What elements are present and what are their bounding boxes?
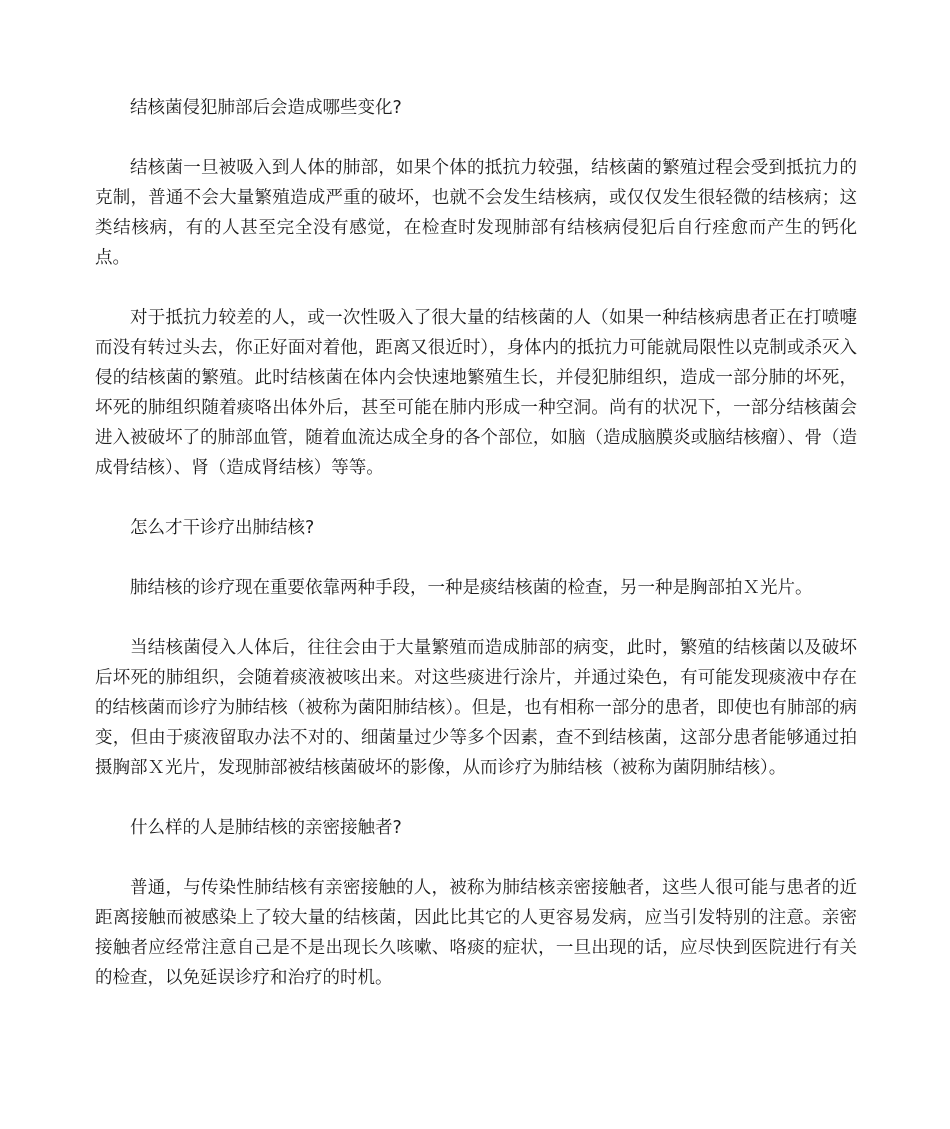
section-heading-diagnosis: 怎么才干诊疗出肺结核? bbox=[130, 518, 315, 538]
paragraph-diagnosis-methods: 肺结核的诊疗现在重要依靠两种手段，一种是痰结核菌的检查，另一种是胸部拍Ｘ光片。 bbox=[130, 578, 813, 598]
document-page bbox=[95, 93, 857, 1023]
paragraph-strong-resistance: 结核菌一旦被吸入到人体的肺部，如果个体的抵抗力较强，结核菌的繁殖过程会受到抵抗力的克制，普通不会大量繁殖造成严重的破坏，也就不会发生结核病，或仅仅发生很轻微的结核病；这类结核病，有的人甚至完全没有感觉，在检查时发现肺部有结核病侵犯后自行痊愈而产生的钙化点。 bbox=[95, 158, 857, 268]
paragraph-weak-resistance: 对于抵抗力较差的人，或一次性吸入了很大量的结核菌的人（如果一种结核病患者正在打喷嚏而没有转过头去，你正好面对着他，距离又很近时），身体内的抵抗力可能就局限性以克制或杀灭入侵的结核菌的繁殖。此时结核菌在体内会快速地繁殖生长，并侵犯肺组织，造成一部分肺的坏死，坏死的肺组织随着痰咯出体外后，甚至可能在肺内形成一种空洞。尚有的状况下，一部分结核菌会进入被破坏了的肺部血管，随着血流达成全身的各个部位，如脑（造成脑膜炎或脑结核瘤）、骨（造成骨结核）、肾（造成肾结核）等等。 bbox=[95, 308, 857, 478]
section-heading-close-contacts: 什么样的人是肺结核的亲密接触者? bbox=[130, 818, 402, 838]
paragraph-close-contacts: 普通，与传染性肺结核有亲密接触的人，被称为肺结核亲密接触者，这些人很可能与患者的近距离接触而被感染上了较大量的结核菌，因此比其它的人更容易发病，应当引发特别的注意。亲密接触者应经常注意自己是不是出现长久咳嗽、咯痰的症状，一旦出现的话，应尽快到医院进行有关的检查，以免延误诊疗和治疗的时机。 bbox=[95, 878, 857, 988]
paragraph-diagnosis-details: 当结核菌侵入人体后，往往会由于大量繁殖而造成肺部的病变，此时，繁殖的结核菌以及破坏后坏死的肺组织，会随着痰液被咳出来。对这些痰进行涂片，并通过染色，有可能发现痰液中存在的结核菌而诊疗为肺结核（被称为菌阳肺结核）。但是，也有相称一部分的患者，即使也有肺部的病变，但由于痰液留取办法不对的、细菌量过少等多个因素，查不到结核菌，这部分患者能够通过拍摄胸部Ｘ光片，发现肺部被结核菌破坏的影像，从而诊疗为肺结核（被称为菌阴肺结核）。 bbox=[95, 638, 857, 778]
section-heading-tb-lung-changes: 结核菌侵犯肺部后会造成哪些变化? bbox=[130, 98, 402, 118]
